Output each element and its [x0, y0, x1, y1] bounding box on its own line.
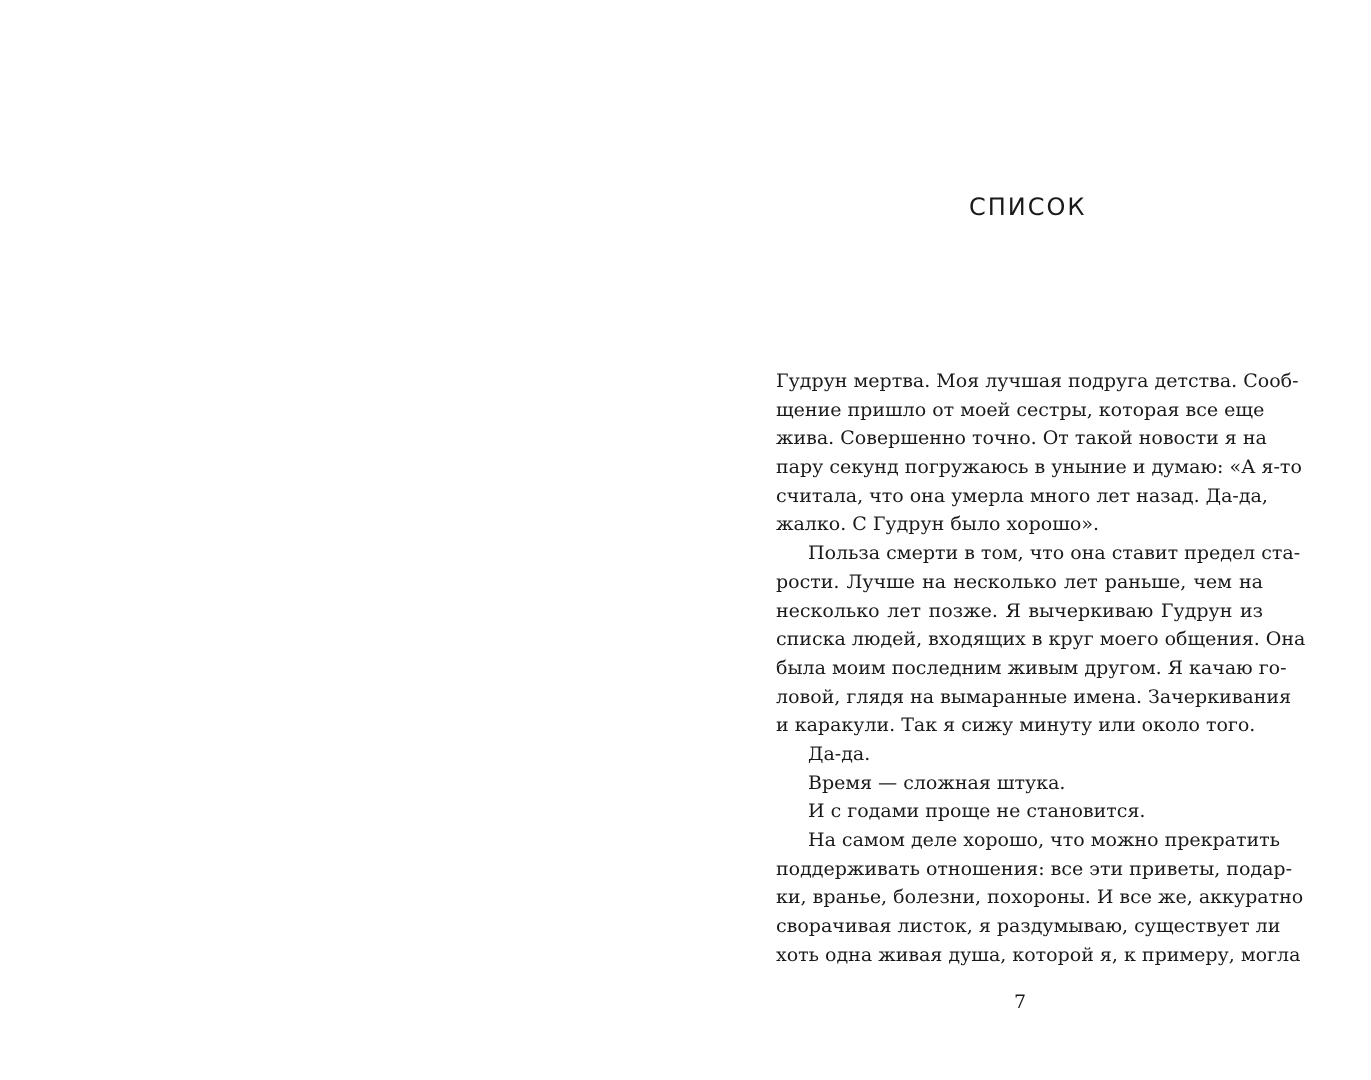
text-line: и каракули. Так я сижу минуту или около того.	[776, 714, 1256, 737]
left-page-blank	[0, 0, 685, 1080]
text-line: была моим последним живым другом. Я качаю го-	[776, 656, 1287, 679]
text-line: На самом деле хорошо, что можно прекратить	[808, 829, 1281, 851]
text-line: Польза смерти в том, что она ставит предел ста-	[808, 542, 1301, 565]
text-line: рости. Лучше на несколько лет раньше, чем на	[776, 570, 1263, 593]
text-line: Время — сложная штука.	[808, 771, 1066, 794]
page-number: 7	[1013, 991, 1027, 1013]
text-line: И с годами проще не становится.	[808, 800, 1146, 823]
text-line: пару секунд погружаюсь в уныние и думаю: «А я-то	[776, 456, 1302, 479]
text-line: считала, что она умерла много лет назад. Да-да,	[776, 484, 1268, 507]
chapter-title: СПИСОК	[969, 193, 1087, 221]
text-line: ловой, глядя на вымаранные имена. Зачеркивания	[776, 685, 1292, 708]
text-line: ки, вранье, болезни, похороны. И все же, аккуратно	[776, 886, 1304, 909]
text-line: сворачивая листок, я раздумываю, существует ли	[776, 915, 1281, 938]
text-line: списка людей, входящих в круг моего общения. Она	[776, 628, 1306, 651]
text-line: несколько лет позже. Я вычеркиваю Гудрун из	[776, 599, 1263, 622]
text-line: хоть одна живая душа, которой я, к примеру, могла	[776, 943, 1301, 966]
text-line: поддерживать отношения: все эти приветы, подар-	[776, 857, 1293, 880]
text-line: щение пришло от моей сестры, которая все еще	[776, 398, 1265, 421]
text-line: Да-да.	[808, 742, 871, 765]
body-text	[776, 367, 1306, 969]
text-line: жалко. С Гудрун было хорошо».	[776, 513, 1099, 536]
text-line: жива. Совершенно точно. От такой новости я на	[776, 427, 1267, 450]
text-line: Гудрун мертва. Моя лучшая подруга детства. Сооб-	[776, 370, 1299, 392]
